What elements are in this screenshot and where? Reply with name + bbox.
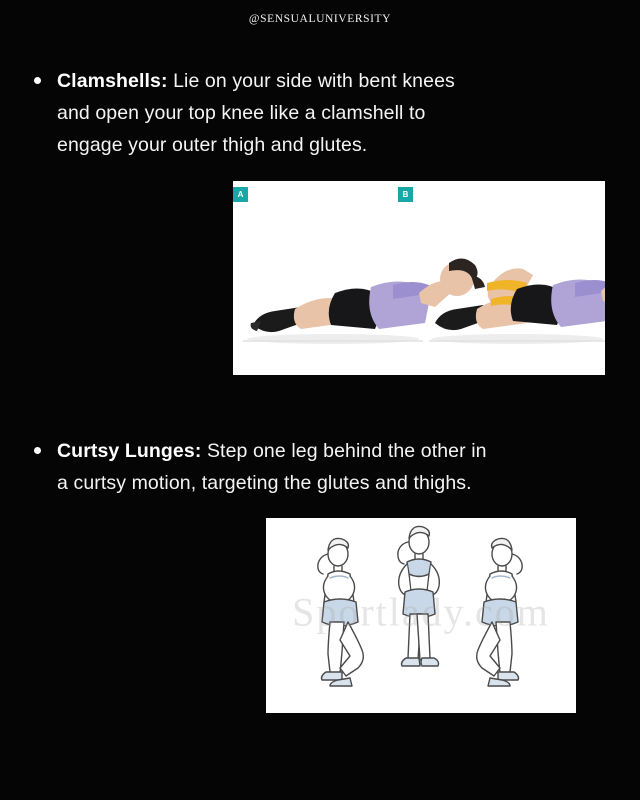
exercise-description: Step one leg behind the other in a curtsy motion, targeting the glutes and thighs. bbox=[57, 440, 487, 494]
post-content bbox=[0, 65, 640, 713]
bullet-dot-icon bbox=[34, 447, 41, 454]
exercise-title: Clamshells: bbox=[57, 70, 168, 92]
exercise-description: Lie on your side with bent knees and open your top knee like a clamshell to engage your outer thigh and glutes. bbox=[57, 70, 455, 156]
bullet-text bbox=[57, 435, 487, 499]
curtsy-figure-graphic bbox=[266, 518, 576, 713]
clamshell-exercise-illustration bbox=[233, 181, 605, 375]
curtsy-lunge-exercise-illustration bbox=[266, 518, 576, 713]
clamshell-figure-graphic bbox=[233, 181, 605, 375]
figure-label-b: B bbox=[398, 187, 413, 202]
figure-label-a: A bbox=[233, 187, 248, 202]
watermark-text: Sportlady.com bbox=[292, 589, 550, 635]
bullet-text bbox=[57, 65, 487, 161]
list-item bbox=[34, 65, 606, 161]
account-handle: @SENSUALUNIVERSITY bbox=[248, 13, 392, 25]
bullet-dot-icon bbox=[34, 77, 41, 84]
exercise-title: Curtsy Lunges: bbox=[57, 440, 202, 462]
list-item bbox=[34, 435, 606, 499]
